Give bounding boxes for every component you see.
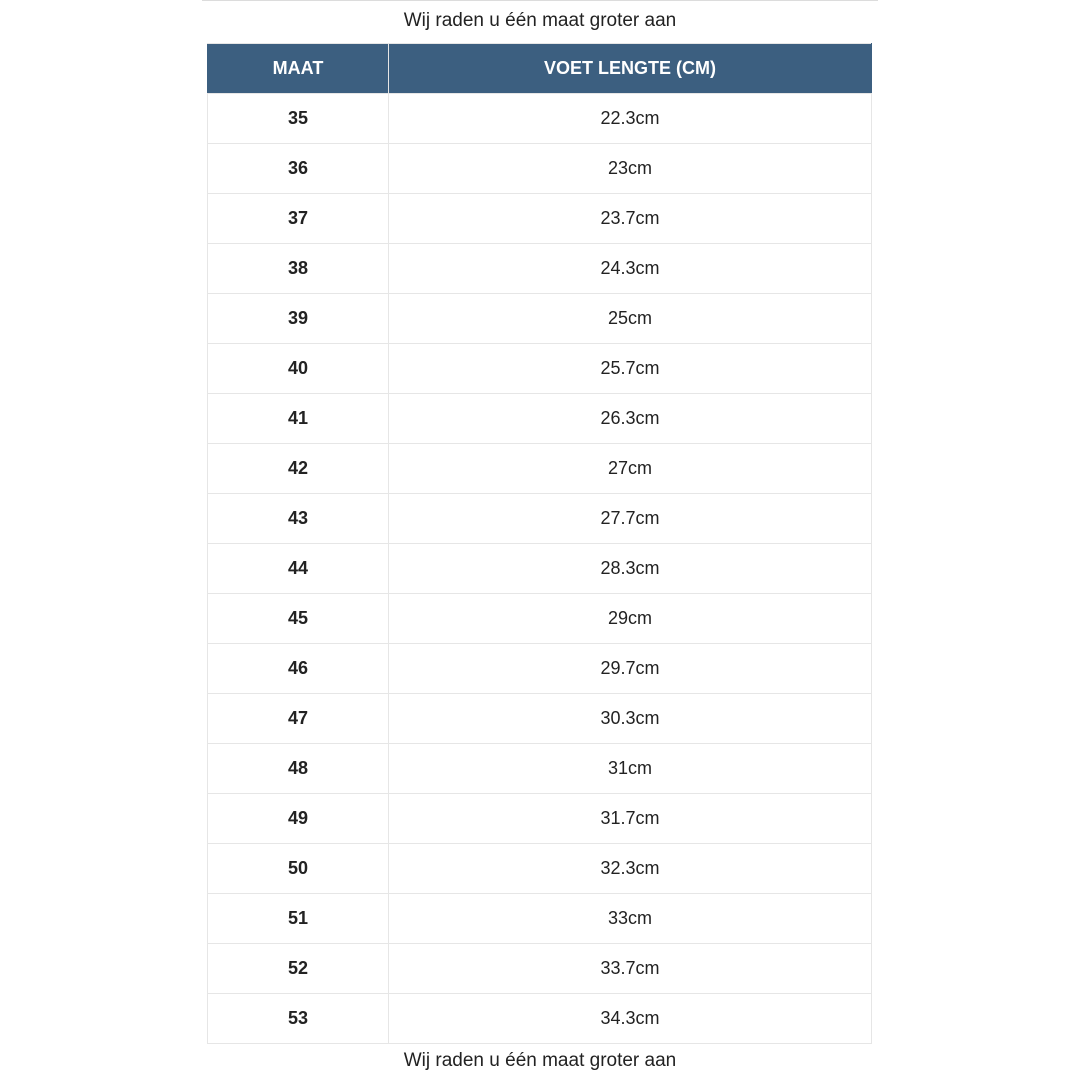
header-row [208,44,872,94]
table-row [208,444,872,494]
foot-length-cell: 25cm [389,294,872,344]
size-cell: 37 [208,194,389,244]
size-cell: 47 [208,694,389,744]
table-row [208,794,872,844]
table-row [208,144,872,194]
header-foot-length: VOET LENGTE (CM) [389,44,872,94]
size-cell: 46 [208,644,389,694]
foot-length-cell: 28.3cm [389,544,872,594]
foot-length-cell: 31cm [389,744,872,794]
table-header [208,44,872,94]
foot-length-cell: 33.7cm [389,944,872,994]
table-row [208,844,872,894]
size-cell: 43 [208,494,389,544]
size-cell: 38 [208,244,389,294]
recommendation-caption-top: Wij raden u één maat groter aan [403,10,677,31]
foot-length-cell: 33cm [389,894,872,944]
foot-length-cell: 30.3cm [389,694,872,744]
header-size: MAAT [208,44,389,94]
table-body [208,94,872,1044]
foot-length-cell: 26.3cm [389,394,872,444]
size-cell: 53 [208,994,389,1044]
foot-length-cell: 34.3cm [389,994,872,1044]
size-chart-table [207,43,872,1044]
foot-length-cell: 31.7cm [389,794,872,844]
table-row [208,994,872,1044]
table-row [208,544,872,594]
size-cell: 49 [208,794,389,844]
foot-length-cell: 32.3cm [389,844,872,894]
table-row [208,344,872,394]
size-cell: 42 [208,444,389,494]
foot-length-cell: 27.7cm [389,494,872,544]
table-row [208,694,872,744]
table-row [208,894,872,944]
table-row [208,394,872,444]
size-cell: 48 [208,744,389,794]
foot-length-cell: 25.7cm [389,344,872,394]
table-row [208,744,872,794]
size-cell: 36 [208,144,389,194]
foot-length-cell: 27cm [389,444,872,494]
foot-length-cell: 22.3cm [389,94,872,144]
recommendation-caption-bottom: Wij raden u één maat groter aan [403,1050,677,1071]
table-row [208,94,872,144]
foot-length-cell: 29.7cm [389,644,872,694]
size-cell: 52 [208,944,389,994]
table-row [208,244,872,294]
size-cell: 44 [208,544,389,594]
table-row [208,494,872,544]
size-cell: 35 [208,94,389,144]
table-row [208,594,872,644]
size-cell: 51 [208,894,389,944]
top-divider [202,0,878,1]
size-cell: 45 [208,594,389,644]
size-cell: 41 [208,394,389,444]
table-row [208,294,872,344]
size-cell: 39 [208,294,389,344]
foot-length-cell: 29cm [389,594,872,644]
size-cell: 50 [208,844,389,894]
table-row [208,944,872,994]
size-cell: 40 [208,344,389,394]
table-row [208,194,872,244]
foot-length-cell: 24.3cm [389,244,872,294]
table-row [208,644,872,694]
foot-length-cell: 23.7cm [389,194,872,244]
foot-length-cell: 23cm [389,144,872,194]
